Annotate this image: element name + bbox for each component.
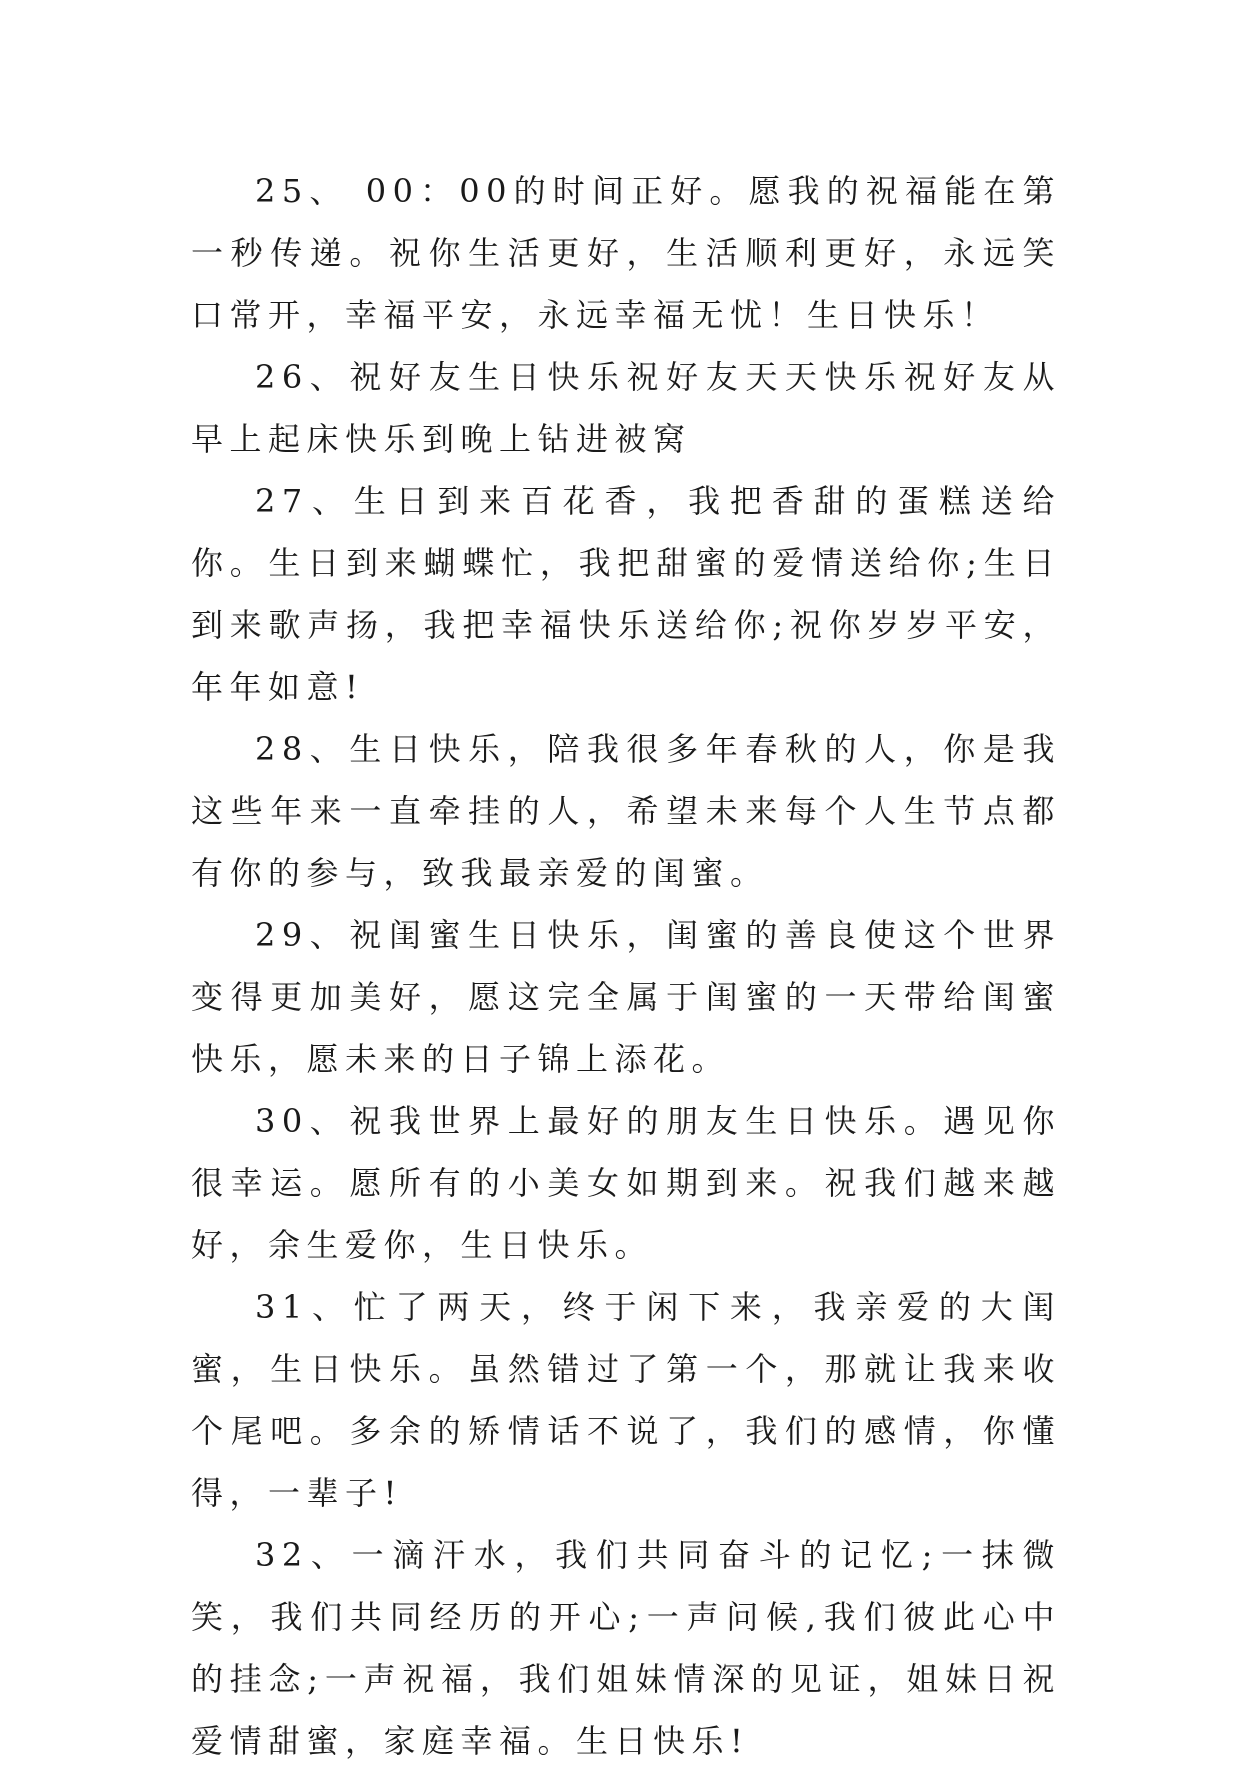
- paragraph-31: 31、忙了两天，终于闲下来，我亲爱的大闺蜜，生日快乐。虽然错过了第一个，那就让我来收个尾吧。多余的矫情话不说了，我们的感情，你懂得，一辈子!: [191, 1288, 1061, 1512]
- paragraph-30: 30、祝我世界上最好的朋友生日快乐。遇见你很幸运。愿所有的小美女如期到来。祝我们越来越好，余生爱你，生日快乐。: [191, 1102, 1061, 1264]
- document-body: [191, 160, 1061, 1772]
- paragraph-25: 25、 00：00的时间正好。愿我的祝福能在第一秒传递。祝你生活更好，生活顺利更好，永远笑口常开，幸福平安，永远幸福无忧！生日快乐！: [191, 172, 1061, 334]
- paragraph-28: 28、生日快乐，陪我很多年春秋的人，你是我这些年来一直牵挂的人，希望未来每个人生节点都有你的参与，致我最亲爱的闺蜜。: [191, 730, 1061, 892]
- paragraph-27: 27、生日到来百花香，我把香甜的蛋糕送给你。生日到来蝴蝶忙，我把甜蜜的爱情送给你;生日到来歌声扬，我把幸福快乐送给你;祝你岁岁平安，年年如意!: [191, 482, 1061, 706]
- paragraph-29: 29、祝闺蜜生日快乐，闺蜜的善良使这个世界变得更加美好，愿这完全属于闺蜜的一天带给闺蜜快乐，愿未来的日子锦上添花。: [191, 916, 1061, 1078]
- paragraph-32: 32、一滴汗水，我们共同奋斗的记忆;一抹微笑，我们共同经历的开心;一声问候,我们彼此心中的挂念;一声祝福，我们姐妹情深的见证，姐妹日祝爱情甜蜜，家庭幸福。生日快乐!: [191, 1536, 1061, 1760]
- paragraph-26: 26、祝好友生日快乐祝好友天天快乐祝好友从早上起床快乐到晚上钻进被窝: [191, 358, 1061, 458]
